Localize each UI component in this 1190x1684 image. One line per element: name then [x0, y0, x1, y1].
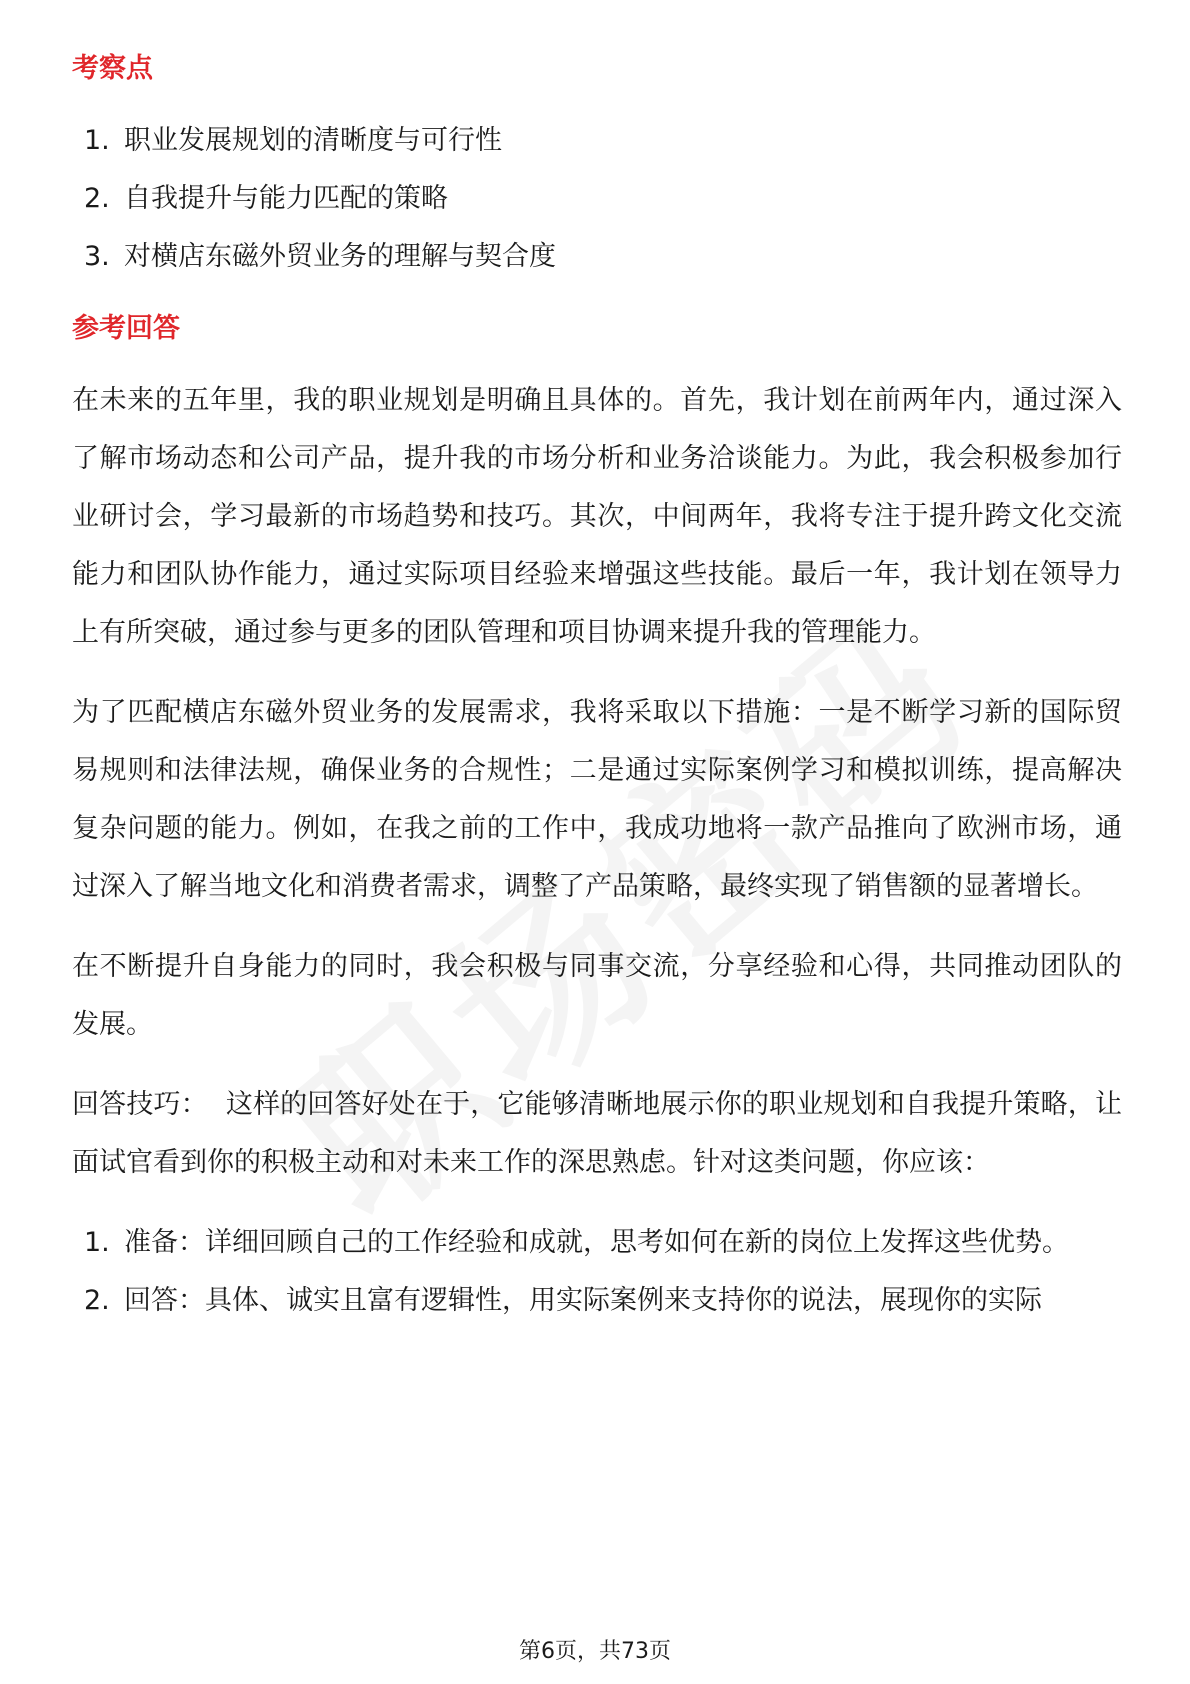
list-item-text: 回答：具体、诚实且富有逻辑性，用实际案例来支持你的说法，展现你的实际: [124, 1285, 1042, 1316]
tips-list: [72, 1214, 1122, 1330]
answer-tip-text: 这样的回答好处在于，它能够清晰地展示你的职业规划和自我提升策略，让面试官看到你的积极主动和对未来工作的深思熟虑。针对这类问题，你应该：: [72, 1089, 1123, 1178]
list-number: 1.: [84, 125, 110, 156]
list-item: [72, 1272, 1122, 1330]
list-item-text: 准备：详细回顾自己的工作经验和成就，思考如何在新的岗位上发挥这些优势。: [124, 1227, 1069, 1258]
answer-paragraph: 在不断提升自身能力的同时，我会积极与同事交流，分享经验和心得，共同推动团队的发展。: [72, 951, 1122, 1040]
list-item: [72, 1214, 1122, 1272]
list-number: 2.: [84, 183, 110, 214]
list-item-text: 自我提升与能力匹配的策略: [124, 183, 448, 214]
list-number: 1.: [84, 1227, 110, 1258]
answer-paragraph: 为了匹配横店东磁外贸业务的发展需求，我将采取以下措施：一是不断学习新的国际贸易规则和法律法规，确保业务的合规性；二是通过实际案例学习和模拟训练，提高解决复杂问题的能力。例如，在我之前的工作中，我成功地将一款产品推向了欧洲市场，通过深入了解当地文化和消费者需求，调整了产品策略，最终实现了销售额的显著增长。: [72, 697, 1122, 902]
answer-tip-label: 回答技巧：: [72, 1089, 208, 1120]
section-heading-exam-points: 考察点: [72, 53, 153, 84]
list-item-text: 对横店东磁外贸业务的理解与契合度: [124, 241, 556, 272]
list-item: [72, 112, 1122, 170]
answer-paragraph: 在未来的五年里，我的职业规划是明确且具体的。首先，我计划在前两年内，通过深入了解市场动态和公司产品，提升我的市场分析和业务洽谈能力。为此，我会积极参加行业研讨会，学习最新的市场趋势和技巧。其次，中间两年，我将专注于提升跨文化交流能力和团队协作能力，通过实际项目经验来增强这些技能。最后一年，我计划在领导力上有所突破，通过参与更多的团队管理和项目协调来提升我的管理能力。: [72, 385, 1122, 648]
list-item-text: 职业发展规划的清晰度与可行性: [124, 125, 502, 156]
list-item: [72, 228, 1122, 286]
document-body: [72, 40, 1122, 1330]
list-number: 3.: [84, 241, 110, 272]
section-heading-reference-answer: 参考回答: [72, 313, 180, 344]
list-item: [72, 170, 1122, 228]
answer-tip-paragraph: [72, 1076, 1122, 1192]
page-footer: [0, 1634, 1190, 1665]
list-number: 2.: [84, 1285, 110, 1316]
exam-points-list: [72, 112, 1122, 286]
page-number: 第6页，共73页: [519, 1639, 671, 1664]
